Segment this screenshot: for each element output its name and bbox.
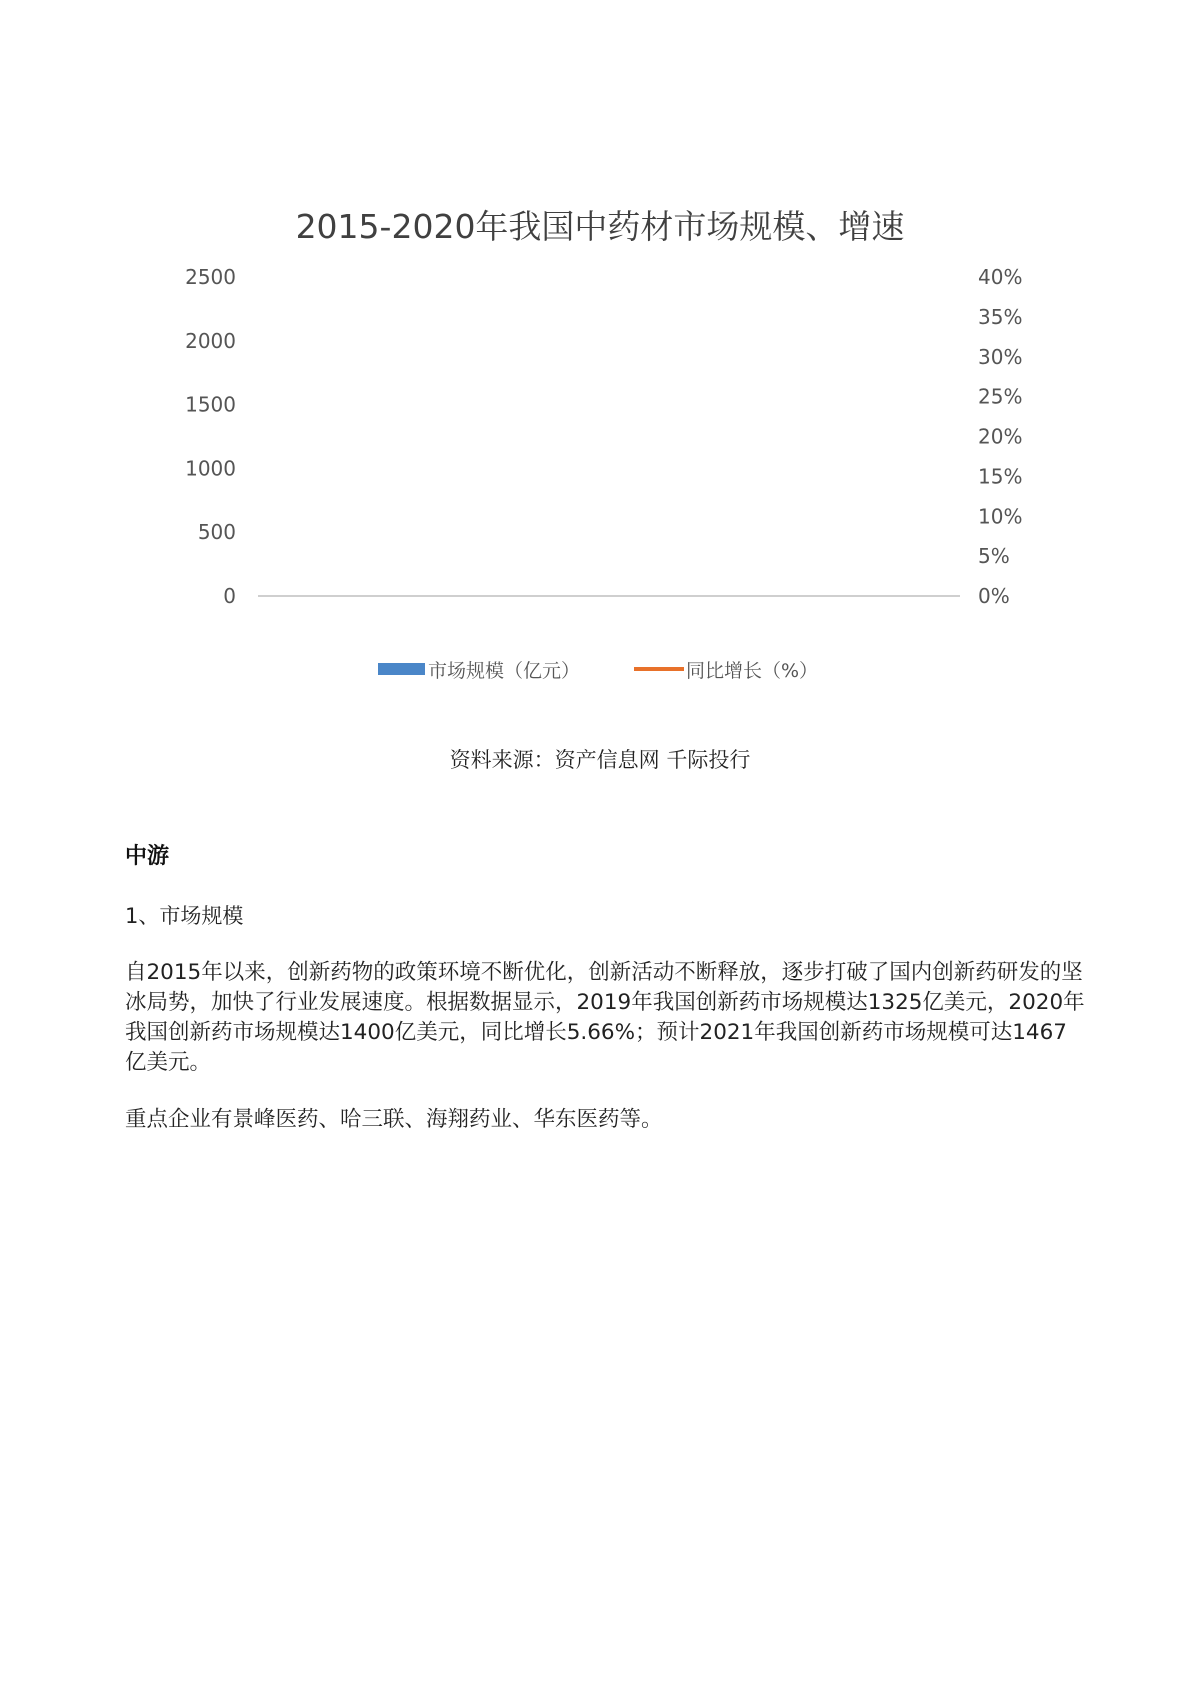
y-left-tick-label: 0 (223, 584, 236, 608)
sub-title: 1、市场规模 (125, 904, 244, 928)
y-right-tick-label: 15% (978, 464, 1023, 489)
y-right-tick-label: 40% (978, 265, 1023, 289)
body-paragraph-2: 重点企业有景峰医药、哈三联、海翔药业、华东医药等。 (125, 1107, 663, 1132)
legend-label-bar: 市场规模（亿元） (428, 660, 581, 682)
y-left-tick-label: 2000 (185, 328, 236, 353)
y-right-tick-label: 20% (978, 424, 1023, 449)
chart-title: 2015-2020年我国中药材市场规模、增速 (295, 207, 905, 246)
market-size-chart (0, 0, 1200, 720)
legend-label-line: 同比增长（%） (686, 660, 819, 682)
y-right-tick-label: 35% (978, 304, 1023, 329)
legend-swatch-bar (378, 663, 425, 675)
y-left-tick-label: 500 (197, 520, 236, 545)
y-right-tick-label: 0% (978, 584, 1010, 608)
source-caption: 资料来源：资产信息网 千际投行 (449, 748, 751, 772)
y-right-tick-label: 30% (978, 344, 1023, 369)
chart-legend (378, 660, 818, 682)
y-right-tick-label: 25% (978, 384, 1023, 409)
body-paragraph-1: 自2015年以来，创新药物的政策环境不断优化，创新活动不断释放，逐步打破了国内创新药研发的坚冰局势，加快了行业发展速度。根据数据显示，2019年我国创新药市场规模达1325亿美元，2020年我国创新药市场规模达1400亿美元，同比增长5.66%；预计2021年我国创新药市场规模可达1467亿美元。 (125, 960, 1085, 1075)
y-right-tick-label: 10% (978, 504, 1023, 529)
y-left-tick-label: 1000 (185, 456, 236, 481)
section-title: 中游 (125, 844, 170, 869)
y-left-tick-label: 1500 (185, 392, 236, 417)
y-right-tick-label: 5% (978, 544, 1010, 569)
y-left-tick-label: 2500 (185, 265, 236, 289)
